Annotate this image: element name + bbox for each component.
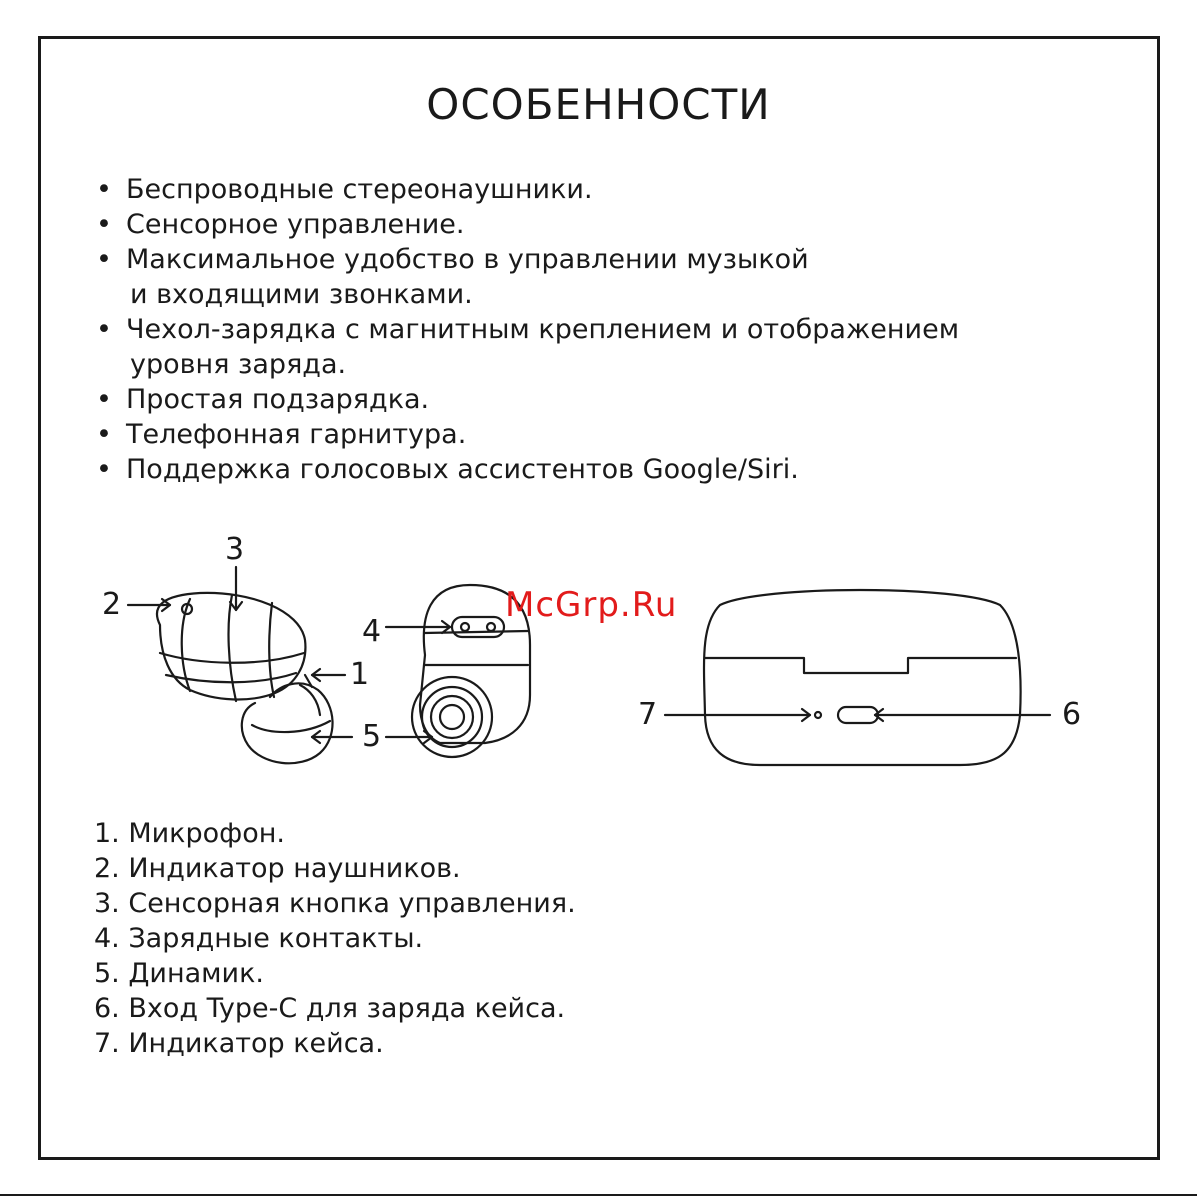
earbud-side-icon <box>157 593 333 763</box>
diagram-svg <box>0 525 1197 805</box>
product-diagram <box>0 525 1197 805</box>
part-item: 4. Зарядные контакты. <box>94 923 424 954</box>
callout-3: 3 <box>225 532 245 567</box>
bullet-icon: • <box>96 314 112 345</box>
bullet-icon: • <box>96 384 112 415</box>
bullet-icon: • <box>96 209 112 240</box>
watermark: McGrp.Ru <box>505 585 678 625</box>
feature-item: • Максимальное удобство в управлении музыкой и входящими звонками. <box>96 244 809 310</box>
callout-4: 4 <box>362 614 382 649</box>
charging-case-icon <box>704 590 1021 765</box>
feature-item: • Телефонная гарнитура. <box>96 419 467 450</box>
feature-item: • Беспроводные стереонаушники. <box>96 174 593 205</box>
part-item: 1. Микрофон. <box>94 818 285 849</box>
callout-6: 6 <box>1062 697 1082 732</box>
features-list <box>96 172 959 487</box>
callout-7: 7 <box>638 697 658 732</box>
callout-2: 2 <box>102 587 122 622</box>
bullet-icon: • <box>96 174 112 205</box>
bottom-rule <box>0 1194 1197 1196</box>
feature-item: • Сенсорное управление. <box>96 209 465 240</box>
part-item: 7. Индикатор кейса. <box>94 1028 384 1059</box>
bullet-icon: • <box>96 454 112 485</box>
feature-item: • Чехол-зарядка с магнитным креплением и отображением уровня заряда. <box>96 314 960 380</box>
page-title: ОСОБЕННОСТИ <box>426 80 771 129</box>
part-item: 5. Динамик. <box>94 958 264 989</box>
feature-item: • Простая подзарядка. <box>96 384 430 415</box>
feature-item: • Поддержка голосовых ассистентов Google/Siri. <box>96 454 799 485</box>
parts-list <box>94 816 576 1061</box>
bullet-icon: • <box>96 419 112 450</box>
part-item: 3. Сенсорная кнопка управления. <box>94 888 576 919</box>
callout-1: 1 <box>350 657 370 692</box>
bullet-icon: • <box>96 244 112 275</box>
part-item: 6. Вход Type-C для заряда кейса. <box>94 993 566 1024</box>
part-item: 2. Индикатор наушников. <box>94 853 461 884</box>
callout-5: 5 <box>362 719 382 754</box>
